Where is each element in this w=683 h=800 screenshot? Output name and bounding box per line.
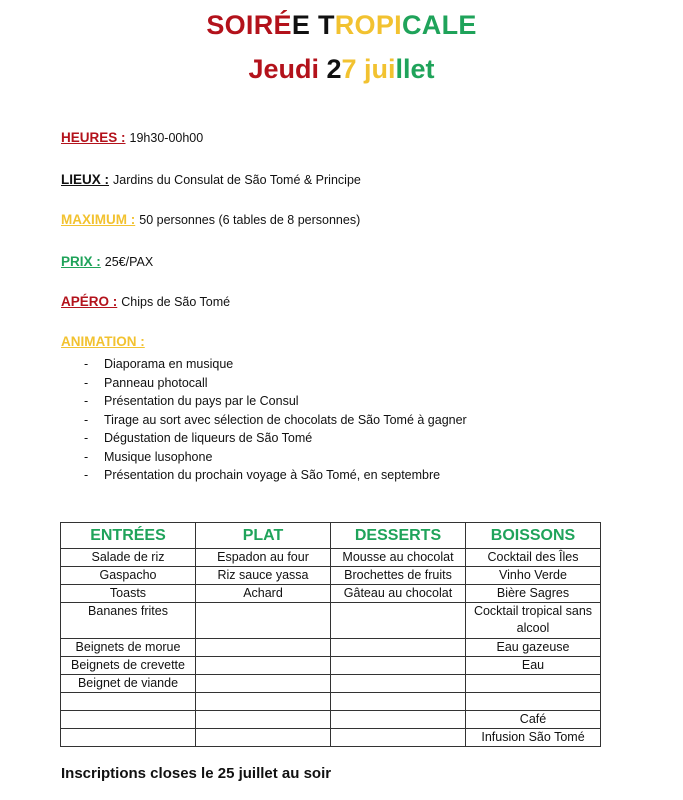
list-item-text: Panneau photocall — [104, 375, 208, 390]
date-part: Jeudi — [248, 54, 327, 84]
table-cell — [196, 711, 331, 729]
table-row — [61, 603, 601, 639]
table-row — [61, 711, 601, 729]
table-cell: Café — [466, 711, 601, 729]
table-cell: Brochettes de fruits — [331, 567, 466, 585]
list-item-text: Tirage au sort avec sélection de chocolats de São Tomé à gagner — [104, 412, 467, 427]
bullet: - — [84, 394, 89, 408]
maximum-label: MAXIMUM : — [61, 212, 136, 227]
table-cell: Salade de riz — [61, 549, 196, 567]
title-part: SOIRÉ — [206, 10, 292, 40]
registration-deadline: Inscriptions closes le 25 juillet au soir — [61, 765, 332, 782]
table-cell — [196, 693, 331, 711]
list-item-text: Dégustation de liqueurs de São Tomé — [104, 431, 313, 445]
table-cell: Toasts — [61, 585, 196, 603]
table-cell — [331, 603, 466, 639]
table-cell — [331, 639, 466, 657]
bullet: - — [84, 412, 89, 427]
bullet: - — [84, 468, 89, 482]
field-heures — [61, 130, 203, 145]
field-maximum — [61, 212, 360, 227]
table-row — [61, 567, 601, 585]
list-item — [84, 355, 467, 374]
bullet: - — [84, 357, 89, 371]
table-cell — [196, 603, 331, 639]
header-desserts: DESSERTS — [331, 523, 466, 549]
table-cell — [196, 639, 331, 657]
heures-value: 19h30-00h00 — [129, 131, 204, 145]
animation-list — [84, 355, 467, 485]
table-row — [61, 657, 601, 675]
table-cell — [331, 657, 466, 675]
table-cell — [466, 693, 601, 711]
table-cell — [331, 693, 466, 711]
list-item-text: Présentation du pays par le Consul — [104, 394, 299, 408]
heures-label: HEURES : — [61, 130, 126, 145]
table-row — [61, 675, 601, 693]
table-cell: Espadon au four — [196, 549, 331, 567]
table-cell — [331, 675, 466, 693]
table-row — [61, 585, 601, 603]
apero-value: Chips de São Tomé — [121, 295, 231, 309]
table-cell: Gaspacho — [61, 567, 196, 585]
table-cell: Eau gazeuse — [466, 639, 601, 657]
table-row — [61, 693, 601, 711]
prix-label: PRIX : — [61, 254, 101, 269]
prix-value: 25€/PAX — [104, 255, 154, 269]
maximum-value: 50 personnes (6 tables de 8 personnes) — [139, 213, 361, 227]
table-cell: Achard — [196, 585, 331, 603]
table-cell: Gâteau au chocolat — [331, 585, 466, 603]
title-part: ROPI — [334, 10, 402, 40]
table-cell — [196, 657, 331, 675]
title-part: CALE — [401, 10, 477, 40]
date-part: 7 jui — [341, 54, 396, 84]
table-header-row — [61, 523, 601, 549]
table-cell — [331, 711, 466, 729]
table-cell: Cocktail tropical sans alcool — [466, 603, 601, 639]
list-item — [84, 429, 467, 448]
lieux-value: Jardins du Consulat de São Tomé & Principe — [113, 173, 361, 187]
title-part: E T — [291, 10, 335, 40]
table-cell: Beignets de morue — [61, 639, 196, 657]
list-item — [84, 392, 467, 411]
table-row — [61, 549, 601, 567]
header-boissons: BOISSONS — [466, 523, 601, 549]
header-plat: PLAT — [196, 523, 331, 549]
table-cell: Eau — [466, 657, 601, 675]
table-cell — [61, 729, 196, 747]
list-item — [84, 411, 467, 430]
animation-label: ANIMATION : — [61, 334, 145, 349]
list-item — [84, 374, 467, 393]
bullet: - — [84, 449, 89, 464]
table-cell — [61, 711, 196, 729]
table-cell: Beignet de viande — [61, 675, 196, 693]
lieux-label: LIEUX : — [61, 172, 110, 187]
list-item-text: Présentation du prochain voyage à São Tomé, en septembre — [104, 468, 441, 482]
date-part: llet — [395, 54, 435, 84]
list-item-text: Musique lusophone — [104, 449, 213, 464]
menu-table — [60, 522, 601, 747]
table-cell: Vinho Verde — [466, 567, 601, 585]
list-item — [84, 466, 467, 485]
table-row — [61, 729, 601, 747]
bullet: - — [84, 431, 89, 445]
field-animation — [61, 334, 145, 349]
table-cell: Mousse au chocolat — [331, 549, 466, 567]
apero-label: APÉRO : — [61, 294, 118, 309]
table-cell: Bananes frites — [61, 603, 196, 639]
table-cell: Bière Sagres — [466, 585, 601, 603]
list-item — [84, 448, 467, 467]
table-cell — [196, 729, 331, 747]
table-cell — [61, 693, 196, 711]
table-cell — [331, 729, 466, 747]
field-apero — [61, 294, 230, 309]
field-lieux — [61, 172, 361, 187]
event-title — [0, 10, 683, 41]
table-cell — [196, 675, 331, 693]
table-cell: Beignets de crevette — [61, 657, 196, 675]
table-cell — [466, 675, 601, 693]
field-prix — [61, 254, 153, 269]
bullet: - — [84, 375, 89, 390]
table-cell: Infusion São Tomé — [466, 729, 601, 747]
event-date — [0, 54, 683, 85]
table-cell: Cocktail des Îles — [466, 549, 601, 567]
date-part: 2 — [326, 54, 342, 84]
table-row — [61, 639, 601, 657]
header-entrees: ENTRÉES — [61, 523, 196, 549]
list-item-text: Diaporama en musique — [104, 357, 234, 371]
table-cell: Riz sauce yassa — [196, 567, 331, 585]
